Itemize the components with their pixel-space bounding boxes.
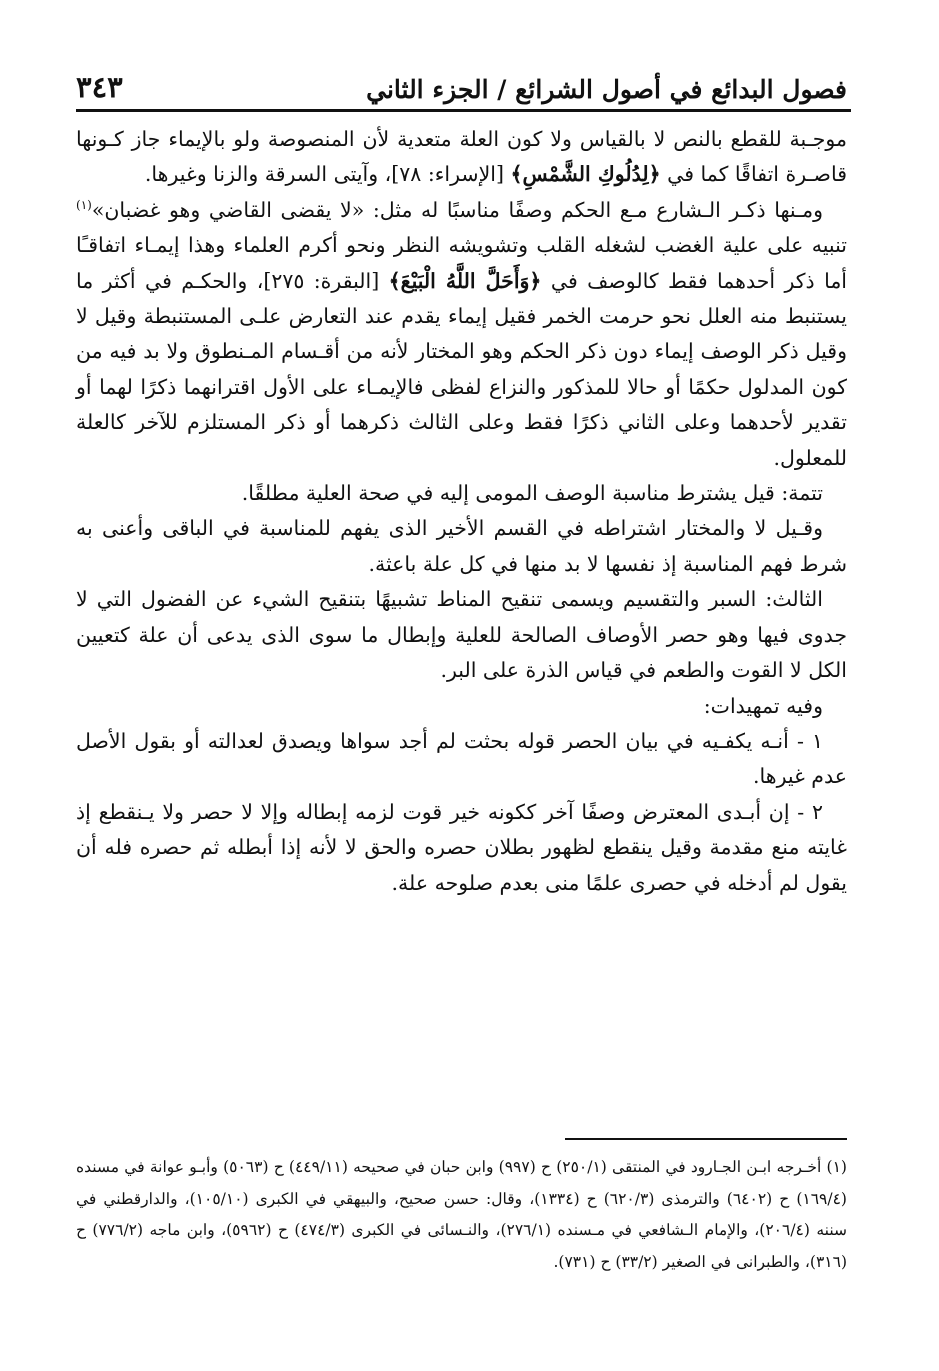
paragraph-1: [76, 122, 847, 193]
paragraph-3: تتمة: قيل يشترط مناسبة الوصف المومى إليه في صحة العلية مطلقًا.: [241, 481, 823, 506]
paragraph-4: وقـيل لا والمختار اشتراطه في القسم الأخير الذى يفهم للمناسبة في الباقى وأعنى به شرط فهم المناسبة إذ نفسها لا بد منها في كل علة باعثة.: [76, 516, 847, 576]
paragraph-1-text-after: [الإسراء: ٧٨]، وآيتى السرقة والزنا وغيرها.: [144, 162, 511, 187]
quran-citation-2: ﴿وَأَحَلَّ اللَّهُ الْبَيْعَ﴾: [388, 268, 542, 293]
paragraph-2-text: ومـنها ذكـر الـشارع مـع الحكم وصفًا مناسبًا له مثل: «لا يقضى القاضي وهو غضبان»: [91, 197, 823, 222]
paragraph-7: ١ - أنـه يكفـيه في بيان الحصر قوله بحثت لم أجد سواها ويصدق لعدالته أو بقول الأصل عدم غيرها.: [76, 728, 847, 789]
footnote-reference: (١): [76, 197, 92, 212]
header-rule: [76, 109, 851, 112]
footnote-1: (١) أخـرجه ابـن الجـارود في المنتقى (٢٥٠/١) ح (٩٩٧) وابن حبان في صحيحه (٤٤٩/١١) ح (٥٠٦٣) وأبـو عوانة في مسنده (١٦٩/٤) ح (٦٤٠٢) والترمذى (٦٢٠/٣) ح (١٣٣٤)، وقال: حسن صحيح، والبيهقي في الكبرى (١٠٥/١٠)، والدارقطني في سننه (٢٠٦/٤)، والإمام الـشافعي في مـسنده (٢٧٦/١)، والنـسائى في الكبرى (٤٧٤/٣) ح (٥٩٦٢)، وابن ماجه (٧٧٦/٢) ح (٣١٦)، والطبرانى في الصغير (٣٣/٢) ح (٧٣١).: [76, 1158, 847, 1271]
running-header-title: فصول البدائع في أصول الشرائع / الجزء الثاني: [366, 75, 847, 104]
quran-citation-1: ﴿لِدُلُوكِ الشَّمْسِ﴾: [510, 162, 661, 187]
paragraph-2-text-mid: تنبيه على علية الغضب لشغله القلب وتشويشه النظر ونحو أكرم العلماء وهذا إيمـاء اتفاقـًا أما ذكر أحدهما فقط كالوصف في: [76, 233, 847, 293]
footnote-rule: [565, 1138, 847, 1140]
paragraph-2-text-after: [البقرة: ٢٧٥]، والحكـم في أكثر ما يستنبط منه العلل نحو حرمت الخمر فقيل إيماء يقدم عند التعارض علـى المستنبطة وقيل لا وقيل ذكر الوصف إيماء دون ذكر الحكم وهو المختار لأنه من أقـسام المـنطوق ولا بد فيه من كون المدلول حكمًا أو حالا للمذكور والنزاع لفظى فالإيمـاء على الأول اقترانهما ذكرًا لهما أو تقدير لأحدهما وعلى الثاني ذكرًا فقط وعلى الثالث ذكرهما أو ذكر المستلزم للآخر كالعلة للمعلول.: [76, 268, 847, 470]
paragraph-1-text: موجـبة للقطع بالنص لا بالقياس ولا كون العلة متعدية لأن المنصوصة ولو بالإيماء جاز كـونها قاصـرة اتفاقًا كما في: [76, 127, 847, 187]
paragraph-5: الثالث: السبر والتقسيم ويسمى تنقيح المناط تشبيهًا بتنقيح الشيء عن الفضول التي لا جدوى فيها وهو حصر الأوصاف الصالحة للعلية وإبطال ما سوى الذى يدعى أن علة كتعيين الكل لا القوت والطعم في قياس الذرة على البر.: [76, 587, 847, 683]
paragraph-6: وفيه تمهيدات:: [703, 693, 823, 718]
main-text: [76, 122, 847, 901]
running-header: [76, 58, 847, 102]
page-number: ٣٤٣: [76, 70, 123, 104]
paragraph-2: [76, 193, 847, 476]
footnotes: [76, 1152, 847, 1278]
paragraph-8: ٢ - إن أبـدى المعترض وصفًا آخر ككونه خير قوت لزمه إبطاله وإلا لا حصر ولا يـنقطع إذ غايته منع مقدمة وقيل ينقطع لظهور بطلان حصره والحق لا لأنه إذا أبطله ثم حصره فله أن يقول لم أدخله في حصرى علمًا منى بعدم صلوحه علة.: [76, 799, 847, 895]
